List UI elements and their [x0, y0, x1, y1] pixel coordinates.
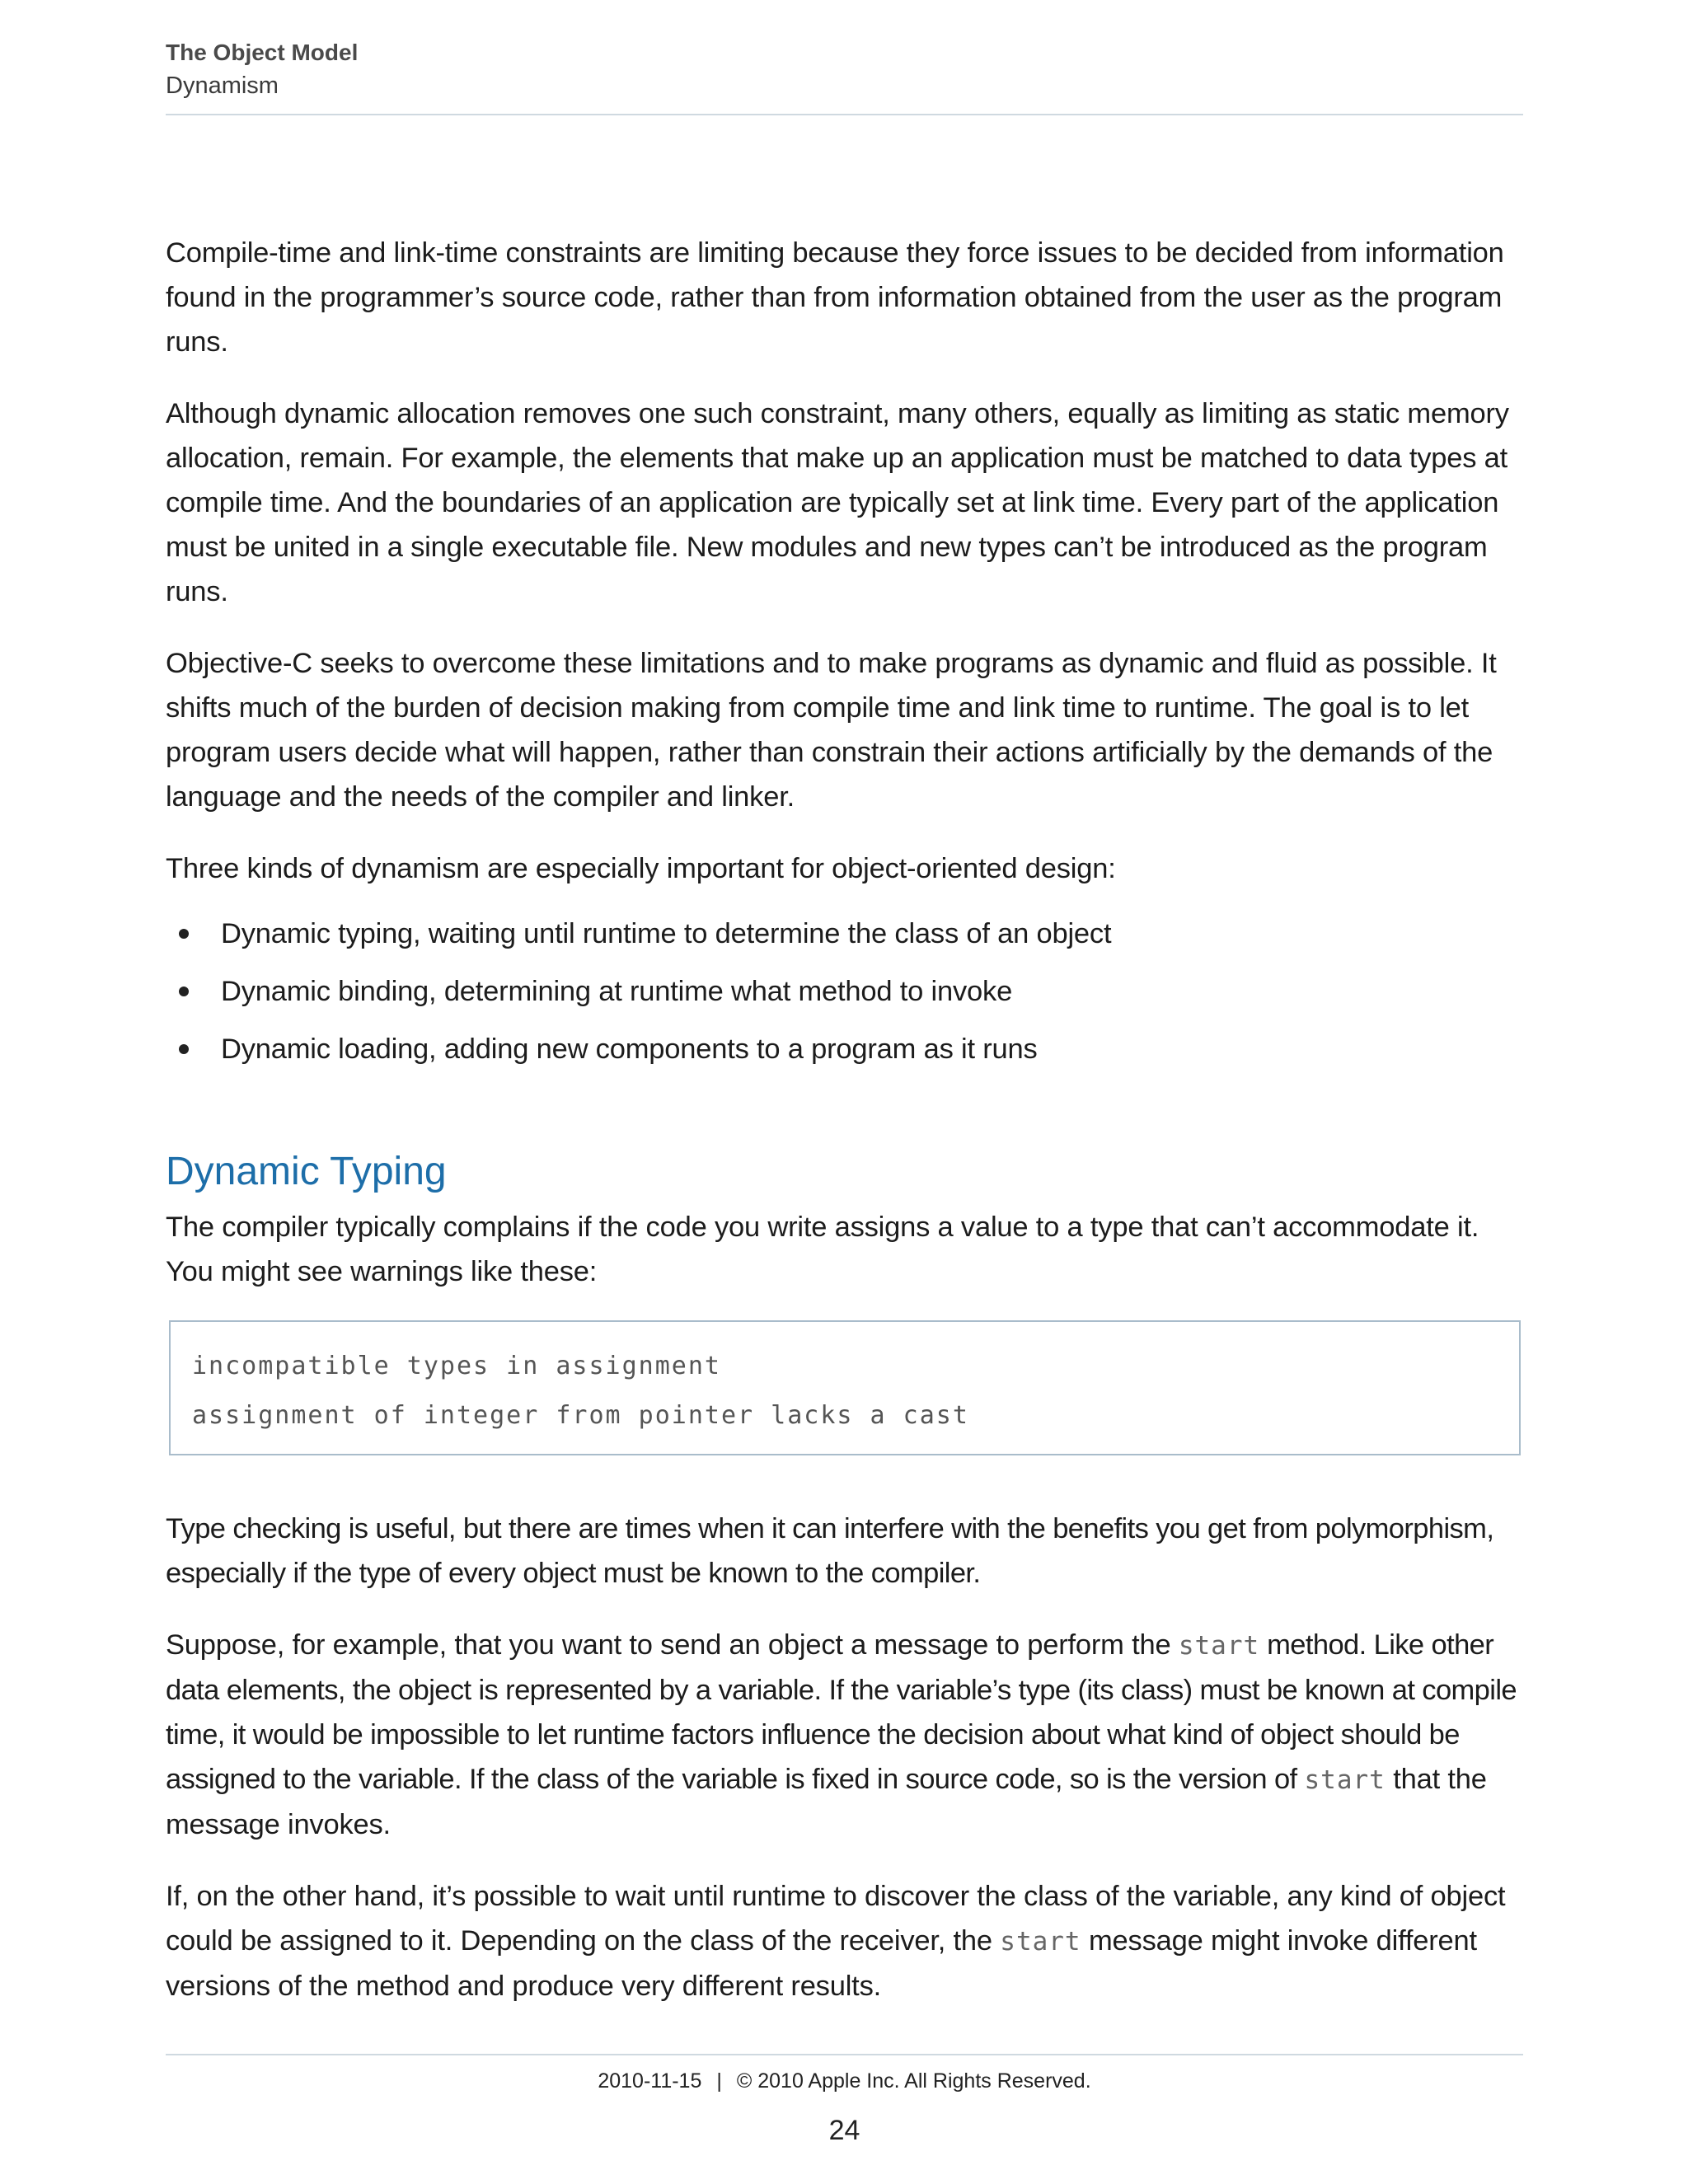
page-content — [166, 231, 1526, 2036]
inline-code: start — [1000, 1927, 1081, 1957]
section-heading: Dynamic Typing — [166, 1150, 447, 1193]
paragraph-dynamic-allocation: Although dynamic allocation removes one such constraint, many others, equally as limiting as static memory allocation, remain. For example, the elements that make up an application must be matched to data types at compile time. And the boundaries of an application are typically set at link time. Every part of the application must be united in a single executable file. New modules and new types can’t be introduced as the program runs. — [166, 398, 1509, 607]
code-line: assignment of integer from pointer lacks a cast — [192, 1401, 969, 1430]
text-run: Suppose, for example, that you want to send an object a message to perform the — [166, 1629, 1179, 1661]
list-item-text: Dynamic typing, waiting until runtime to determine the class of an object — [221, 918, 1112, 949]
dynamism-list — [166, 912, 1526, 1071]
page-footer — [166, 2064, 1523, 2097]
text-run: message might invoke different versions of the method and produce very different results. — [166, 1925, 1477, 2002]
code-line: incompatible types in assignment — [192, 1352, 721, 1380]
paragraph-constraints: Compile-time and link-time constraints are limiting because they force issues to be decided from information found in the programmer’s source code, rather than from information obtained from the user as the program runs. — [166, 237, 1504, 358]
footer-copyright: © 2010 Apple Inc. All Rights Reserved. — [736, 2069, 1091, 2093]
paragraph-three-kinds: Three kinds of dynamism are especially important for object-oriented design: — [166, 853, 1116, 884]
bullet-icon — [179, 1044, 189, 1054]
list-item — [166, 1027, 1526, 1071]
footer-separator: | — [716, 2069, 722, 2093]
chapter-title: The Object Model — [166, 40, 359, 65]
list-item-text: Dynamic binding, determining at runtime what method to invoke — [221, 976, 1013, 1007]
paragraph-suppose — [166, 1623, 1526, 1847]
text-run: method. Like other data elements, the object is represented by a variable. If the variable’s type (its class) must be known at compile time, it would be impossible to let runtime factors influence the decision about what kind of object should be assigned to the variable. If the class of the variable is fixed in source code, so is the version of — [166, 1629, 1517, 1795]
bullet-icon — [179, 929, 189, 939]
footer-divider — [166, 2054, 1523, 2055]
inline-code: start — [1178, 1631, 1260, 1661]
paragraph-objective-c: Objective-C seeks to overcome these limitations and to make programs as dynamic and fluid as possible. It shifts much of the burden of decision making from compile time and link time to runtime. The goal is to let program users decide what will happen, rather than constrain their actions artificially by the demands of the language and the needs of the compiler and linker. — [166, 648, 1497, 813]
section-title: Dynamism — [166, 73, 279, 99]
header-divider — [166, 114, 1523, 115]
bullet-icon — [179, 987, 189, 996]
page-number: 24 — [828, 2115, 860, 2146]
inline-code: start — [1304, 1765, 1386, 1795]
paragraph-other-hand — [166, 1874, 1526, 2008]
code-listing — [169, 1320, 1521, 1455]
paragraph-type-checking: Type checking is useful, but there are times when it can interfere with the benefits you get from polymorphism, especially if the type of every object must be known to the compiler. — [166, 1513, 1494, 1589]
list-item — [166, 969, 1526, 1014]
list-item — [166, 912, 1526, 956]
list-item-text: Dynamic loading, adding new components to a program as it runs — [221, 1033, 1038, 1065]
running-header — [166, 36, 1523, 102]
paragraph-compiler-complains: The compiler typically complains if the code you write assigns a value to a type that can’t accommodate it. You might see warnings like these: — [166, 1212, 1479, 1287]
text-run: that the message invokes. — [166, 1764, 1487, 1840]
footer-date: 2010-11-15 — [598, 2069, 702, 2093]
text-run: If, on the other hand, it’s possible to wait until runtime to discover the class of the variable, any kind of object could be assigned to it. Depending on the class of the receiver, the — [166, 1881, 1506, 1957]
